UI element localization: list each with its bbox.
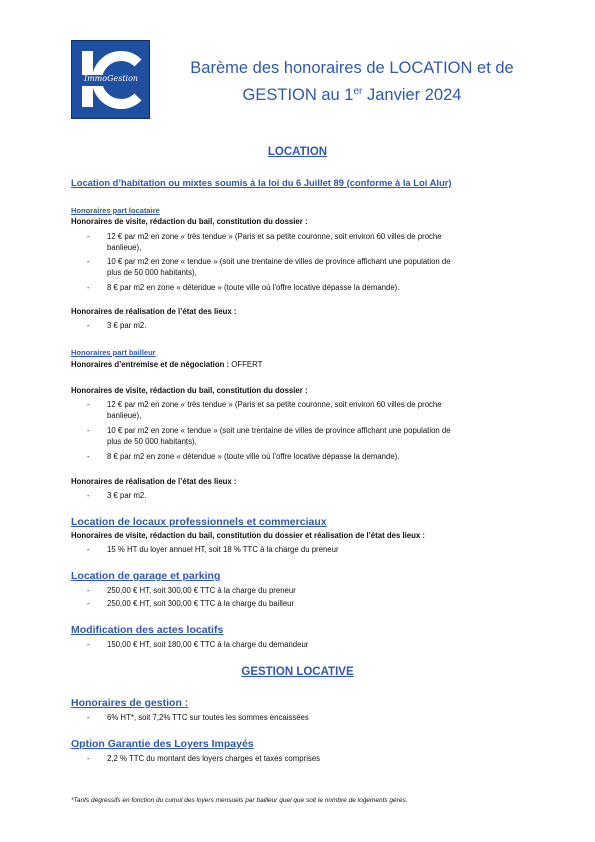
title-line-2-start: GESTION au 1	[242, 86, 354, 104]
bullet-dash: -	[87, 283, 90, 292]
item-text-continued: banlieue),	[107, 411, 142, 420]
pro-label: Honoraires de visite, rédaction du bail, constitution du dossier et réalisation de l’état des lieux :	[71, 531, 425, 540]
item-text: 8 € par m2 en zone « détendue » (toute ville où l’offre locative dépasse la demande).	[107, 452, 400, 461]
bullet-dash: -	[87, 232, 90, 241]
footnote: *Tarifs dégressifs en fonction du cumul des loyers mensuels par bailleur quel que soit le nombre de logements gérés.	[71, 797, 408, 804]
item-text-continued: banlieue),	[107, 243, 142, 252]
bullet-dash: -	[87, 257, 90, 266]
item-text: 250,00 € HT, soit 300,00 € TTC à la charge du preneur	[107, 586, 296, 595]
bullet-dash: -	[87, 491, 90, 500]
garantie-heading: Option Garantie des Loyers Impayés	[71, 738, 254, 750]
bailleur-subheading: Honoraires part bailleur	[71, 348, 156, 357]
company-logo	[71, 40, 150, 119]
logo-wordmark: ImmoGestion	[83, 74, 139, 83]
modification-heading: Modification des actes locatifs	[71, 624, 224, 636]
item-text: 3 € par m2.	[107, 491, 147, 500]
item-text: 250,00 € HT, soit 300,00 € TTC à la charge du bailleur	[107, 599, 295, 608]
item-text: 2,2 % TTC du montant des loyers charges et taxes comprises	[107, 754, 321, 763]
bullet-dash: -	[87, 640, 90, 649]
bailleur-etat-label: Honoraires de réalisation de l’état des lieux :	[71, 477, 237, 486]
title-line-2-end: Janvier 2024	[362, 86, 462, 104]
item-text: 150,00 € HT, soit 180,00 € TTC à la charge du demandeur	[107, 640, 309, 649]
locataire-visite-label: Honoraires de visite, rédaction du bail, constitution du dossier :	[71, 217, 308, 226]
entremise-value: OFFERT	[229, 360, 263, 369]
title-superscript: er	[353, 86, 363, 97]
item-text: 15 % HT du loyer annuel HT, soit 18 % TTC à la charge du preneur	[107, 545, 339, 554]
item-text: 12 € par m2 en zone « très tendue » (Paris et sa petite couronne, soit environ 60 villes de proche	[107, 232, 442, 241]
locataire-subheading: Honoraires part locataire	[71, 206, 160, 215]
title-line-2	[160, 80, 544, 107]
bullet-dash: -	[87, 452, 90, 461]
section-heading-gestion: GESTION LOCATIVE	[241, 666, 354, 678]
item-text-continued: plus de 50 000 habitants),	[107, 437, 197, 446]
item-text: 6% HT*, soit 7,2% TTC sur toutes les sommes encaissées	[107, 713, 309, 722]
habitation-heading: Location d’habitation ou mixtes soumis à la loi du 6 Juillet 89 (conforme à la Loi Alur)	[71, 177, 452, 188]
garage-heading: Location de garage et parking	[71, 570, 221, 582]
entremise-label-text: Honoraires d’entremise et de négociation :	[71, 360, 230, 369]
bullet-dash: -	[87, 400, 90, 409]
item-text: 10 € par m2 en zone « tendue » (soit une trentaine de villes de province affichant une population de	[107, 426, 451, 435]
bullet-dash: -	[87, 545, 90, 554]
bullet-dash: -	[87, 754, 90, 763]
item-text: 3 € par m2.	[107, 321, 147, 330]
gestion-honoraires-heading: Honoraires de gestion :	[71, 697, 189, 709]
section-heading-location: LOCATION	[267, 146, 328, 158]
item-text: 12 € par m2 en zone « très tendue » (Paris et sa petite couronne, soit environ 60 villes de proche	[107, 400, 442, 409]
bullet-dash: -	[87, 586, 90, 595]
item-text-continued: plus de 50 000 habitants),	[107, 268, 197, 277]
bullet-dash: -	[87, 713, 90, 722]
item-text: 10 € par m2 en zone « tendue » (soit une trentaine de villes de province affichant une population de	[107, 257, 451, 266]
bullet-dash: -	[87, 426, 90, 435]
page-title	[160, 56, 544, 107]
item-text: 8 € par m2 en zone « détendue » (toute ville où l’offre locative dépasse la demande).	[107, 283, 400, 292]
bullet-dash: -	[87, 599, 90, 608]
locataire-etat-label: Honoraires de réalisation de l’état des lieux :	[71, 307, 237, 316]
bailleur-visite-label: Honoraires de visite, rédaction du bail, constitution du dossier :	[71, 386, 308, 395]
bailleur-entremise-label	[71, 360, 262, 369]
pro-heading: Location de locaux professionnels et commerciaux	[71, 516, 327, 528]
bullet-dash: -	[87, 321, 90, 330]
title-line-1: Barème des honoraires de LOCATION et de	[190, 59, 514, 77]
